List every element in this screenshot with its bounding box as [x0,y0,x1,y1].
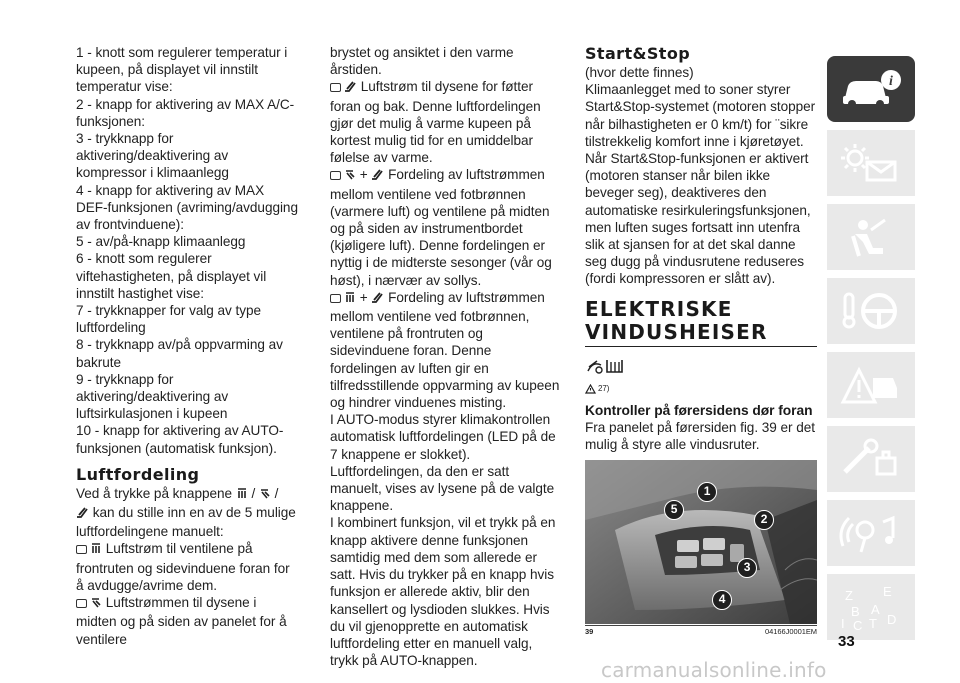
tab-safety[interactable] [827,204,915,270]
driver-door-paragraph: Fra panelet på førersiden fig. 39 er det mulig å styre alle vindusruter. [585,420,815,453]
callout-1: 1 [697,482,717,502]
section-heading-start-stop: Start&Stop [585,44,691,63]
section-heading-power-windows: ELEKTRISKE VINDUSHEISER [585,298,817,347]
feet-airflow-icon [76,506,89,523]
feet-airflow-icon [371,291,384,308]
list-item-4: 4 - knapp for aktivering av MAX DEF-funksjonen (avriming/avdugging av frontvinduene): [76,182,298,233]
distribution-item-5-text: Fordeling av luftstrømmen mellom ventilene ved fotbrønnen, ventilene på frontruten og sidevinduene foran. Denne fordelingen av luften gir en tilfredsstillende oppvarming av kupeen og hindrer vinduenes misting. [330,289,560,411]
tab-car-info[interactable] [827,56,915,122]
windshield-airflow-icon [344,291,356,308]
warning-lights-icon [839,142,903,184]
distribution-item-1-text: Luftstrøm til ventilene på frontruten og sidevinduene foran for å avdugge/avrime dem. [76,541,290,593]
maintenance-icon [839,438,903,480]
intro-text-b: kan du stille inn en av de 5 mulige luftfordelingene manuelt: [76,505,296,540]
list-item-5: 5 - av/på-knapp klimaanlegg [76,234,246,250]
auto-mode-paragraph: I AUTO-modus styrer klimakontrollen automatisk luftfordelingen (LED på de 7 knappene er slokket). Luftfordelingen, da den er satt manuelt, vises av lysene på de valgte knappene. [330,412,556,514]
index-letter: A [871,602,880,617]
index-letter: E [883,586,892,599]
list-item-9: 9 - trykknapp for aktivering/deaktivering av luftsirkulasjonen i kupeen [76,371,229,422]
vent-icon [330,83,341,92]
distribution-item-3 [330,78,560,166]
list-item-6: 6 - knott som regulerer viftehastigheten, på displayet vil innstilt hastighet vise: [76,251,267,301]
vent-icon [330,171,341,180]
combined-mode-paragraph: I kombinert funksjon, vil et trykk på en knapp aktivere denne funksjonen samtidig med dem som allerede er satt. Hvis du trykker på en knapp hvis funksjon er allerede aktiv, blir den kansellert og lysdioden slukkes. Hvis du vil gjenopprette en automatisk luftfordeling etter en manuell valg, trykk på AUTO-knappen. [330,515,556,669]
subheading-driver-door-controls: Kontroller på førersidens dør foran [585,403,813,419]
index-letter: Z [845,588,853,603]
tab-maintenance[interactable] [827,426,915,492]
watermark[interactable]: carmanualsonline.info [601,658,827,682]
distribution-item-4 [330,166,560,288]
face-airflow-icon [90,596,102,613]
child-lock-window-icon [585,357,625,379]
tab-index[interactable] [827,574,915,640]
driving-icon [839,290,903,332]
index-letter: D [887,612,897,627]
figure-number: 39 [585,626,594,636]
vent-icon [76,599,87,608]
figure-code: 04166J0001EM [765,626,817,636]
face-airflow-icon [344,168,356,185]
distribution-item-4-text: Fordeling av luftstrømmen mellom ventilene ved fotbrønnen (varmere luft) og ventilene på midten og på siden av instrumentbordet (kjøligere luft). Denne fordelingen er nyttig i de midterste sesonger (vår og høst), i nærvær av sollys. [330,167,552,288]
callout-5: 5 [664,500,684,520]
column-2 [330,44,560,669]
callout-2: 2 [754,510,774,530]
tab-emergency[interactable] [827,352,915,418]
page-number: 33 [838,633,855,650]
warning-block [585,357,817,398]
list-item-3: 3 - trykknapp for aktivering/deaktivering av kompressor i klimaanlegg [76,131,229,181]
windshield-airflow-icon [90,542,102,559]
plus-sign: + [359,289,368,305]
car-info-icon [839,68,903,110]
index-letter: T [869,616,877,631]
warning-icon [585,381,596,398]
distribution-item-3-text: Luftstrøm til dysene for føtter foran og bak. Denne luftfordelingen gjør det mulig å varme kupeen på kortest mulig tid for en umiddelbar følelse av varme. [330,79,541,166]
start-stop-availability: (hvor dette finnes) [585,65,694,80]
figure-caption [585,627,817,637]
list-item-1: 1 - knott som regulerer temperatur i kupeen, på displayet vil innstilt temperatur vise: [76,45,288,95]
index-letter: I [841,616,845,631]
figure-door-panel [585,460,817,624]
distribution-item-1 [76,540,298,594]
tab-driving[interactable] [827,278,915,344]
warning-reference: 27) [598,383,610,393]
vent-icon [76,545,87,554]
figure-rule [585,625,817,626]
feet-airflow-icon [371,168,384,185]
list-item-7: 7 - trykknapper for valg av type luftfordeling [76,303,262,336]
index-letter: B [851,604,860,619]
svg-text:i: i [889,74,893,89]
multimedia-icon [839,512,903,554]
distribution-item-5 [330,289,560,411]
section-heading-luftfordeling: Luftfordeling [76,464,200,484]
tab-warning-lights[interactable] [827,130,915,196]
chapter-sidebar [827,56,915,648]
plus-sign: + [359,167,368,183]
callout-3: 3 [737,558,757,578]
separator: / [251,485,256,501]
list-item-2: 2 - knapp for aktivering av MAX A/C-funksjonen: [76,96,295,129]
list-item-10: 10 - knapp for aktivering av AUTO-funksjonen (automatisk funksjon). [76,423,284,456]
intro-paragraph [76,485,298,541]
continued-text: brystet og ansiktet i den varme årstiden. [330,45,514,78]
windshield-airflow-icon [236,487,248,504]
distribution-item-2-text: Luftstrømmen til dysene i midten og på siden av panelet for å ventilere [76,595,287,647]
intro-text-a: Ved å trykke på knappene [76,485,232,501]
index-letter: C [853,618,863,632]
start-stop-paragraph-1: Klimaanlegget med to soner styrer Start&Stop-systemet (motoren stopper når bilhastigheten er 0 km/t) for ¨sikre tilstrekkelig komfort inne i kjøretøyet. [585,82,816,149]
distribution-item-2 [76,594,298,648]
callout-4: 4 [712,590,732,610]
face-airflow-icon [259,487,271,504]
list-item-8: 8 - trykknapp av/på oppvarming av bakrute [76,337,283,370]
vent-icon [330,294,341,303]
safety-icon [839,216,903,258]
column-1 [76,44,298,648]
feet-airflow-icon [344,80,357,97]
index-icon [839,586,903,632]
separator: / [274,485,279,501]
tab-multimedia[interactable] [827,500,915,566]
column-3 [585,44,817,637]
start-stop-paragraph-2: Når Start&Stop-funksjonen er aktivert (motoren stanser når bilen ikke beveger seg), deaktiveres den automatiske resirkuleringsfunksjonen, men luften suges fortsatt inn utenfra slik at sjansen for at det skal danne seg dugg på vindusrutene reduseres (fordi kompressoren er slått av). [585,151,811,287]
emergency-icon [839,364,903,406]
